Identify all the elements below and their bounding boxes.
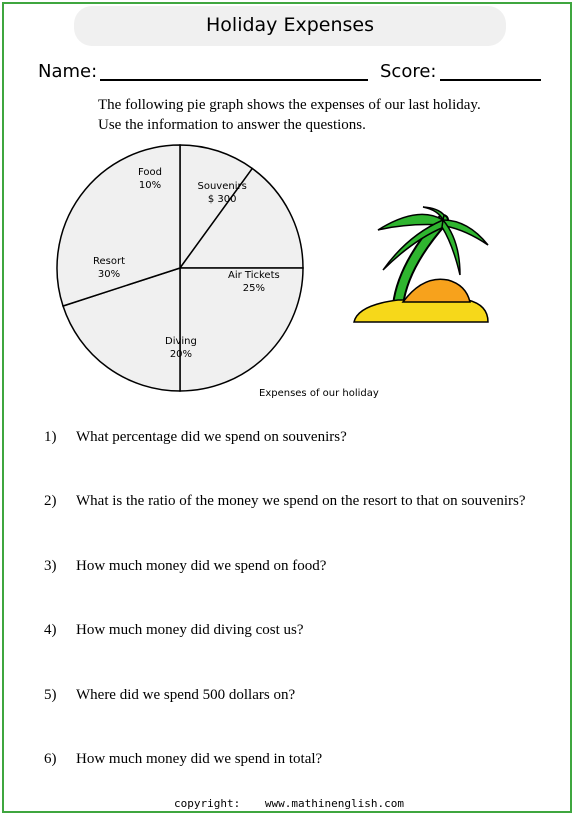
page-title: Holiday Expenses xyxy=(206,14,374,36)
question-number: 1) xyxy=(44,429,57,445)
pie-label-air-tickets-name: Air Tickets xyxy=(228,270,280,281)
question-number: 3) xyxy=(44,558,57,574)
question-text: How much money did diving cost us? xyxy=(76,622,304,638)
question-text: How much money did we spend on food? xyxy=(76,558,327,574)
instructions-line-2: Use the information to answer the questions. xyxy=(98,117,366,133)
pie-label-air-tickets-value: 25% xyxy=(242,283,265,294)
pie-label-food-value: 10% xyxy=(138,180,162,191)
copyright-label: copyright: xyxy=(174,797,241,810)
question-text: What percentage did we spend on souvenirs? xyxy=(76,429,347,445)
pie-label-resort-name: Resort xyxy=(93,256,126,267)
pie-label-diving xyxy=(165,335,197,361)
copyright-site: www.mathinenglish.com xyxy=(264,797,404,810)
question-number: 4) xyxy=(44,622,57,638)
pie-label-food-name: Food xyxy=(138,167,162,178)
pie-label-diving-value: 20% xyxy=(169,349,193,360)
score-label: Score: xyxy=(380,61,437,82)
pie-label-resort-value: 30% xyxy=(97,269,121,280)
palm-island-icon xyxy=(348,205,493,327)
question-number: 5) xyxy=(44,687,57,703)
score-field[interactable] xyxy=(440,79,541,81)
instructions xyxy=(98,95,538,135)
name-field[interactable] xyxy=(100,79,368,81)
name-label: Name: xyxy=(38,61,98,82)
question-text: How much money did we spend in total? xyxy=(76,751,323,767)
question-number: 2) xyxy=(44,493,57,509)
pie-label-resort xyxy=(93,255,125,281)
question-text: Where did we spend 500 dollars on? xyxy=(76,687,296,703)
pie-label-souvenirs-name: Souvenirs xyxy=(197,181,247,192)
question-text: What is the ratio of the money we spend on the resort to that on souvenirs? xyxy=(76,493,526,509)
pie-label-souvenirs-value: $ 300 xyxy=(207,194,237,205)
pie-label-souvenirs xyxy=(198,180,247,206)
chart-caption: Expenses of our holiday xyxy=(259,388,379,399)
question-number: 6) xyxy=(44,751,57,767)
footer xyxy=(0,797,578,811)
instructions-line-1: The following pie graph shows the expenses of our last holiday. xyxy=(98,97,481,113)
pie-label-diving-name: Diving xyxy=(165,336,197,347)
pie-label-air-tickets xyxy=(228,269,280,295)
pie-label-food xyxy=(138,166,162,192)
